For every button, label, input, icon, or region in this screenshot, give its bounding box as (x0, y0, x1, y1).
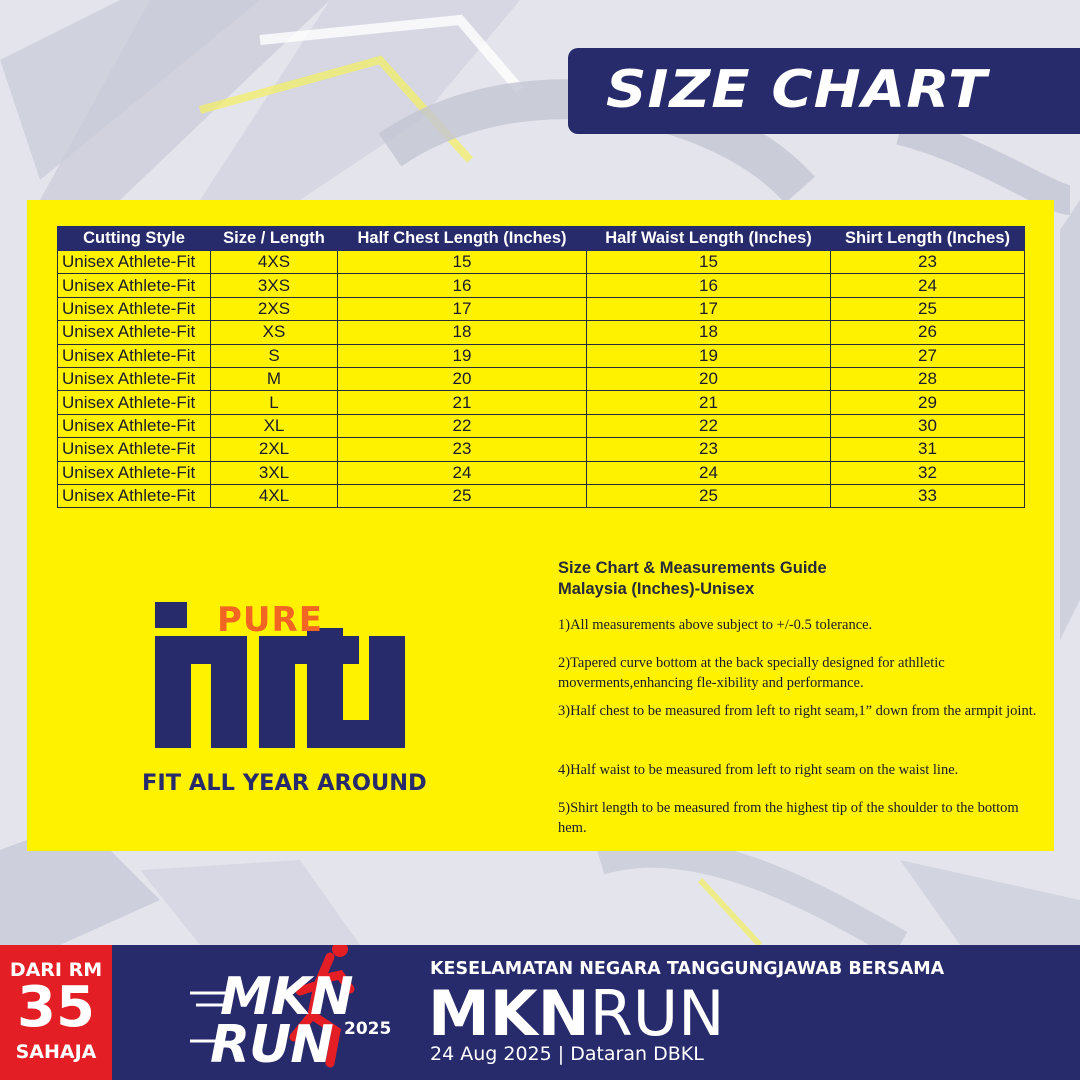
table-cell: 18 (338, 321, 587, 344)
table-cell: 4XL (211, 484, 338, 507)
table-cell: Unisex Athlete-Fit (58, 484, 211, 507)
column-header: Cutting Style (58, 227, 211, 251)
table-cell: 24 (338, 461, 587, 484)
table-cell: Unisex Athlete-Fit (58, 414, 211, 437)
event-logo-year: 2025 (344, 1019, 392, 1039)
table-cell: 25 (831, 297, 1025, 320)
table-cell: Unisex Athlete-Fit (58, 438, 211, 461)
table-cell: 15 (587, 251, 831, 274)
table-cell: 2XS (211, 297, 338, 320)
table-row (58, 367, 1025, 390)
event-name-bold: MKN (428, 977, 590, 1050)
table-cell: L (211, 391, 338, 414)
table-cell: 29 (831, 391, 1025, 414)
table-row (58, 391, 1025, 414)
event-logo-line2: RUN (210, 1015, 333, 1075)
table-cell: 22 (338, 414, 587, 437)
table-cell: 23 (338, 438, 587, 461)
table-cell: 21 (338, 391, 587, 414)
mkn-run-logo (190, 945, 400, 1080)
table-cell: 26 (831, 321, 1025, 344)
event-footer (0, 945, 1080, 1080)
event-logo-line1: MKN (220, 967, 353, 1027)
table-cell: 4XS (211, 251, 338, 274)
table-cell: 22 (587, 414, 831, 437)
table-cell: 25 (338, 484, 587, 507)
table-row (58, 461, 1025, 484)
column-header: Size / Length (211, 227, 338, 251)
table-header-row (58, 227, 1025, 251)
table-cell: 17 (587, 297, 831, 320)
guide-note: 5)Shirt length to be measured from the highest tip of the shoulder to the bottom hem. (558, 800, 1019, 836)
price-suffix: SAHAJA (15, 1041, 97, 1063)
table-cell: Unisex Athlete-Fit (58, 461, 211, 484)
table-cell: 27 (831, 344, 1025, 367)
table-row (58, 251, 1025, 274)
event-name (428, 979, 724, 1049)
measurements-guide (558, 558, 1038, 836)
guide-note: 4)Half waist to be measured from left to right seam on the waist line. (558, 762, 959, 778)
table-cell: 18 (587, 321, 831, 344)
table-cell: Unisex Athlete-Fit (58, 251, 211, 274)
table-cell: 15 (338, 251, 587, 274)
table-cell: Unisex Athlete-Fit (58, 274, 211, 297)
table-cell: Unisex Athlete-Fit (58, 297, 211, 320)
table-cell: 3XS (211, 274, 338, 297)
size-table (57, 226, 1025, 508)
table-cell: 23 (831, 251, 1025, 274)
table-cell: 23 (587, 438, 831, 461)
title-banner (568, 48, 1080, 134)
guide-title: Size Chart & Measurements Guide (558, 559, 827, 577)
table-cell: 25 (587, 484, 831, 507)
table-cell: 20 (587, 367, 831, 390)
table-cell: 19 (338, 344, 587, 367)
table-cell: 16 (338, 274, 587, 297)
table-cell: 33 (831, 484, 1025, 507)
column-header: Half Waist Length (Inches) (587, 227, 831, 251)
table-cell: Unisex Athlete-Fit (58, 367, 211, 390)
guide-note: 1)All measurements above subject to +/-0.5 tolerance. (558, 617, 873, 633)
table-cell: 24 (831, 274, 1025, 297)
table-cell: 19 (587, 344, 831, 367)
table-cell: 28 (831, 367, 1025, 390)
price-badge (0, 945, 112, 1080)
guide-subtitle: Malaysia (Inches)-Unisex (558, 580, 755, 598)
table-cell: 2XL (211, 438, 338, 461)
table-cell: 20 (338, 367, 587, 390)
table-row (58, 414, 1025, 437)
logo-word: PURE (217, 600, 323, 640)
guide-note: 2)Tapered curve bottom at the back specially designed for athlletic moverments,enhancing fle-xibility and performance. (558, 655, 945, 691)
table-cell: 30 (831, 414, 1025, 437)
event-date-venue: 24 Aug 2025 | Dataran DBKL (430, 1043, 704, 1065)
table-cell: M (211, 367, 338, 390)
table-row (58, 484, 1025, 507)
table-cell: S (211, 344, 338, 367)
table-cell: 17 (338, 297, 587, 320)
column-header: Half Chest Length (Inches) (338, 227, 587, 251)
price-value: 35 (17, 975, 95, 1040)
price-label: DARI RM (9, 959, 103, 981)
size-chart-panel (27, 200, 1054, 851)
event-slogan: KESELAMATAN NEGARA TANGGUNGJAWAB BERSAMA (430, 959, 945, 979)
guide-note: 3)Half chest to be measured from left to right seam,1” down from the armpit joint. (558, 703, 1037, 719)
table-cell: Unisex Athlete-Fit (58, 391, 211, 414)
table-cell: 32 (831, 461, 1025, 484)
table-row (58, 438, 1025, 461)
table-cell: 16 (587, 274, 831, 297)
table-cell: 3XL (211, 461, 338, 484)
table-cell: Unisex Athlete-Fit (58, 344, 211, 367)
page-title: SIZE CHART (606, 60, 988, 120)
table-cell: 24 (587, 461, 831, 484)
table-cell: XL (211, 414, 338, 437)
table-cell: XS (211, 321, 338, 344)
column-header: Shirt Length (Inches) (831, 227, 1025, 251)
table-cell: 31 (831, 438, 1025, 461)
table-cell: Unisex Athlete-Fit (58, 321, 211, 344)
table-row (58, 274, 1025, 297)
table-cell: 21 (587, 391, 831, 414)
pure-fit-logo (147, 598, 427, 758)
table-row (58, 344, 1025, 367)
event-name-light: RUN (589, 977, 725, 1050)
brand-tagline: FIT ALL YEAR AROUND (142, 770, 427, 796)
table-row (58, 297, 1025, 320)
table-row (58, 321, 1025, 344)
